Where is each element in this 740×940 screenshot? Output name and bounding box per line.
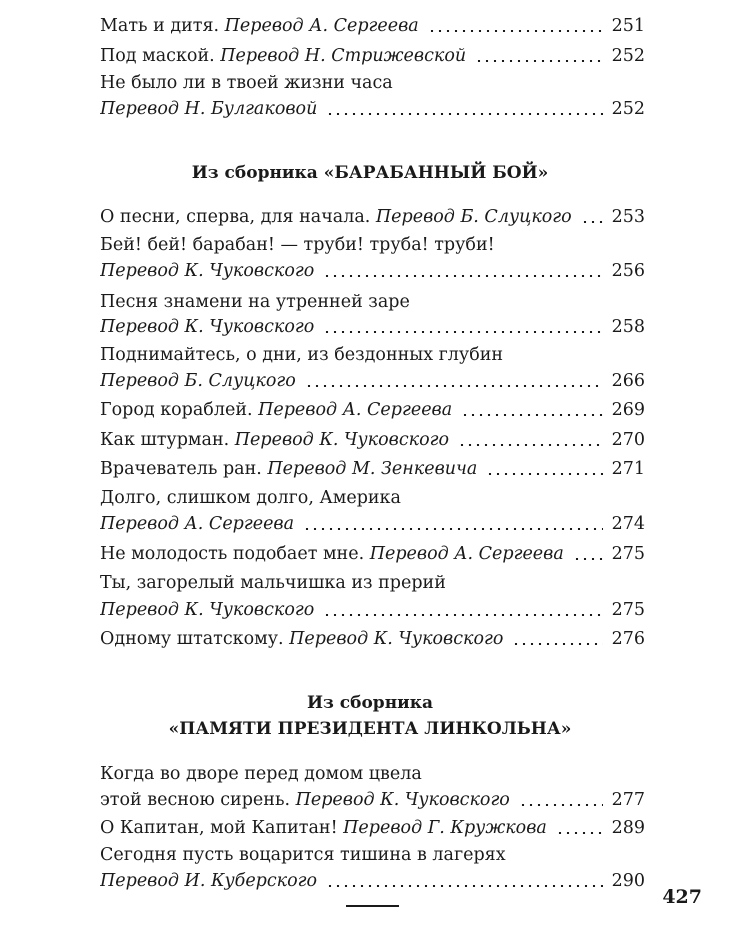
entry-translator: Перевод А. Сергеева [224, 16, 419, 36]
toc-entry [100, 314, 645, 340]
toc-entry [100, 787, 645, 813]
entry-title: Как штурман. [100, 430, 235, 450]
entry-title-line: Не было ли в твоей жизни часа [100, 73, 393, 93]
entry-translator: Перевод А. Сергеева [100, 514, 295, 534]
entry-title: Под маской. [100, 46, 221, 66]
entry-translator: Перевод Б. Слуцкого [100, 371, 296, 391]
entry-translator: Перевод А. Сергеева [258, 400, 453, 420]
entry-page: 276 [608, 626, 645, 652]
entry-translator: Перевод К. Чуковского [234, 430, 450, 450]
entry-title: Мать и дитя. [100, 16, 225, 36]
entry-page: 252 [608, 96, 645, 122]
section-heading: Из сборника [306, 693, 434, 713]
toc-entry [100, 204, 645, 230]
entry-page: 275 [608, 541, 645, 567]
entry-title: О Капитан, мой Капитан! [100, 818, 344, 838]
entry-page: 289 [608, 815, 645, 841]
toc-entry [100, 626, 645, 652]
toc-entry [100, 511, 645, 537]
entry-translator: Перевод Б. Слуцкого [375, 207, 572, 227]
entry-translator: Перевод А. Сергеева [369, 544, 564, 564]
entry-translator: Перевод М. Зенкевича [267, 459, 478, 479]
entry-translator: Перевод К. Чуковского [100, 317, 315, 337]
entry-title: О песни, сперва, для начала. [100, 207, 376, 227]
section-heading: Из сборника «БАРАБАННЫЙ БОЙ» [191, 163, 549, 183]
entry-page: 275 [608, 597, 645, 623]
entry-page: 269 [608, 397, 645, 423]
entry-page: 274 [608, 511, 645, 537]
entry-page: 266 [608, 368, 645, 394]
entry-page: 251 [608, 13, 645, 39]
toc-entry [100, 541, 645, 567]
toc-entry [100, 597, 645, 623]
section-heading: «ПАМЯТИ ПРЕЗИДЕНТА ЛИНКОЛЬНА» [168, 719, 572, 739]
entry-title: Город кораблей. [100, 400, 259, 420]
toc-entry [100, 815, 645, 841]
toc-entry [100, 43, 645, 69]
footer-rule [346, 905, 399, 907]
entry-page: 290 [608, 868, 645, 894]
entry-translator: Перевод Н. Булгаковой [100, 99, 318, 119]
entry-translator: Перевод К. Чуковского [100, 261, 315, 281]
entry-title-line: Поднимайтесь, о дни, из бездонных глубин [100, 345, 504, 365]
toc-entry [100, 397, 645, 423]
entry-title-line: Бей! бей! барабан! — труби! труба! труби! [100, 235, 495, 255]
entry-page: 271 [608, 456, 645, 482]
entry-title-line: Когда во дворе перед домом цвела [100, 764, 422, 784]
entry-title-line: Песня знамени на утренней заре [100, 292, 410, 312]
entry-title-line: Ты, загорелый мальчишка из прерий [100, 573, 446, 593]
entry-title: Врачеватель ран. [100, 459, 268, 479]
entry-title: Не молодость подобает мне. [100, 544, 370, 564]
entry-page: 253 [608, 204, 645, 230]
page-number: 427 [662, 886, 702, 908]
entry-page: 277 [608, 787, 645, 813]
entry-translator: Перевод И. Куберского [100, 871, 318, 891]
entry-title-line: Сегодня пусть воцарится тишина в лагерях [100, 845, 506, 865]
entry-translator: Перевод К. Чуковского [295, 790, 510, 810]
entry-translator: Перевод К. Чуковского [289, 629, 504, 649]
toc-entry [100, 456, 645, 482]
entry-page: 258 [608, 314, 645, 340]
entry-page: 252 [608, 43, 645, 69]
entry-title: этой весною сирень. [100, 790, 296, 810]
toc-entry [100, 96, 645, 122]
entry-translator: Перевод К. Чуковского [100, 600, 315, 620]
toc-entry [100, 427, 645, 453]
toc-entry [100, 868, 645, 894]
toc-entry [100, 13, 645, 39]
entry-title: Одному штатскому. [100, 629, 290, 649]
entry-translator: Перевод Н. Стрижевской [220, 46, 467, 66]
entry-page: 270 [608, 427, 645, 453]
entry-translator: Перевод Г. Кружкова [343, 818, 547, 838]
entry-title-line: Долго, слишком долго, Америка [100, 488, 401, 508]
toc-entry [100, 368, 645, 394]
entry-page: 256 [608, 258, 645, 284]
toc-entry [100, 258, 645, 284]
